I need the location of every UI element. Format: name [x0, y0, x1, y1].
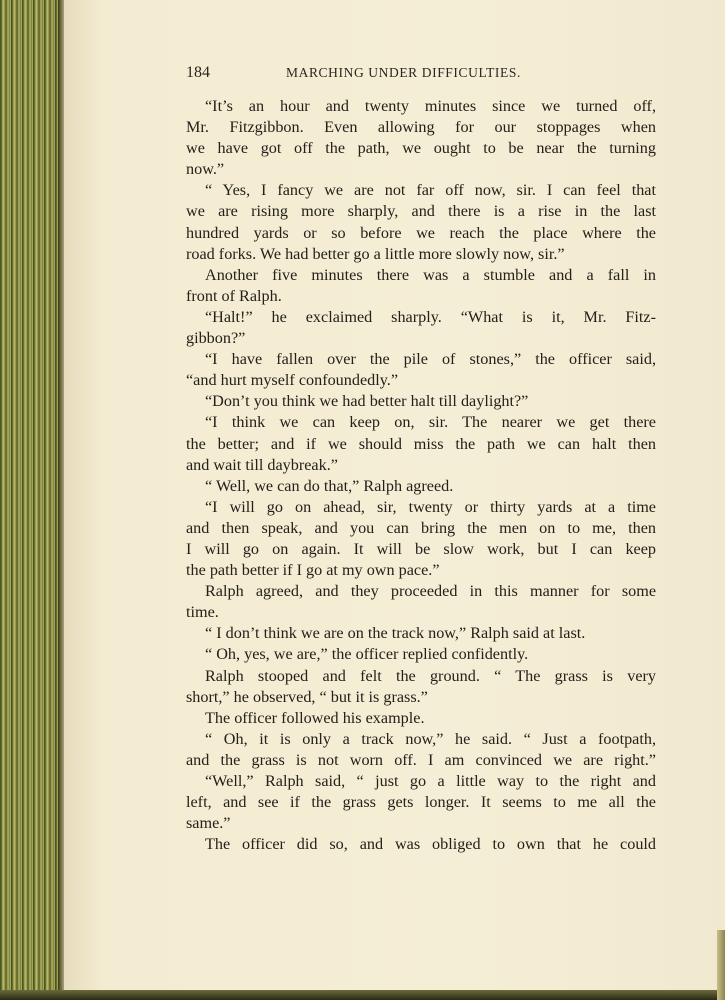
text-line: now.”: [186, 160, 225, 179]
text-line: we are rising more sharply, and there is a rise in the last: [186, 202, 656, 221]
text-line: the better; and if we should miss the path we can halt then: [186, 434, 656, 453]
text-line: Mr. Fitzgibbon. Even allowing for our stoppages when: [186, 118, 656, 137]
text-line: we have got off the path, we ought to be near the turning: [186, 139, 656, 158]
text-line: hundred yards or so before we reach the place where the: [186, 223, 656, 242]
text-line: left, and see if the grass gets longer. It seems to me all the: [186, 793, 656, 812]
text-line: and then speak, and you can bring the men on to me, then: [186, 518, 656, 537]
text-line: “Don’t you think we had better halt till daylight?”: [205, 392, 529, 411]
text-line: “ Well, we can do that,” Ralph agreed.: [205, 476, 454, 495]
text-line: front of Ralph.: [186, 286, 282, 305]
text-line: The officer followed his example.: [205, 708, 425, 727]
text-line: road forks. We had better go a little more slowly now, sir.”: [186, 244, 565, 263]
text-line: Ralph stooped and felt the ground. “ The grass is very: [205, 666, 656, 685]
page-number: 184: [186, 64, 210, 81]
text-line: “ Oh, yes, we are,” the officer replied confidently.: [205, 645, 529, 664]
text-line: Ralph agreed, and they proceeded in this manner for some: [205, 582, 656, 601]
text-line: I will go on again. It will be slow work, but I can keep: [186, 539, 656, 558]
book-binding-edge: [0, 0, 64, 1000]
running-title: MARCHING UNDER DIFFICULTIES.: [286, 65, 521, 80]
text-line: short,” he observed, “ but it is grass.”: [186, 687, 428, 706]
text-line: “and hurt myself confoundedly.”: [186, 371, 399, 390]
text-line: “I will go on ahead, sir, twenty or thirty yards at a time: [205, 497, 656, 516]
text-line: Another five minutes there was a stumble and a fall in: [205, 265, 656, 284]
body-text: [186, 96, 656, 855]
page-corner-edge: [717, 930, 725, 1000]
text-line: “I think we can keep on, sir. The nearer we get there: [205, 413, 656, 432]
page-bottom-edge: [0, 990, 725, 1000]
text-line: gibbon?”: [186, 329, 246, 348]
text-line: and the grass is not worn off. I am convinced we are right.”: [186, 750, 656, 769]
text-line: The officer did so, and was obliged to own that he could: [205, 835, 656, 854]
text-line: same.”: [186, 814, 231, 833]
text-line: “It’s an hour and twenty minutes since we turned off,: [205, 97, 656, 115]
text-line: and wait till daybreak.”: [186, 455, 338, 474]
text-line: “I have fallen over the pile of stones,” the officer said,: [205, 350, 656, 369]
text-line: the path better if I go at my own pace.”: [186, 561, 440, 580]
text-line: time.: [186, 603, 219, 622]
page-header: [186, 64, 656, 84]
text-line: “ Oh, it is only a track now,” he said. “ Just a footpath,: [205, 729, 656, 748]
text-line: “Well,” Ralph said, “ just go a little way to the right and: [205, 772, 656, 790]
text-line: “ I don’t think we are on the track now,” Ralph said at last.: [205, 624, 586, 643]
text-line: “Halt!” he exclaimed sharply. “What is it, Mr. Fitz-: [205, 307, 656, 326]
text-line: “ Yes, I fancy we are not far off now, sir. I can feel that: [205, 181, 656, 200]
